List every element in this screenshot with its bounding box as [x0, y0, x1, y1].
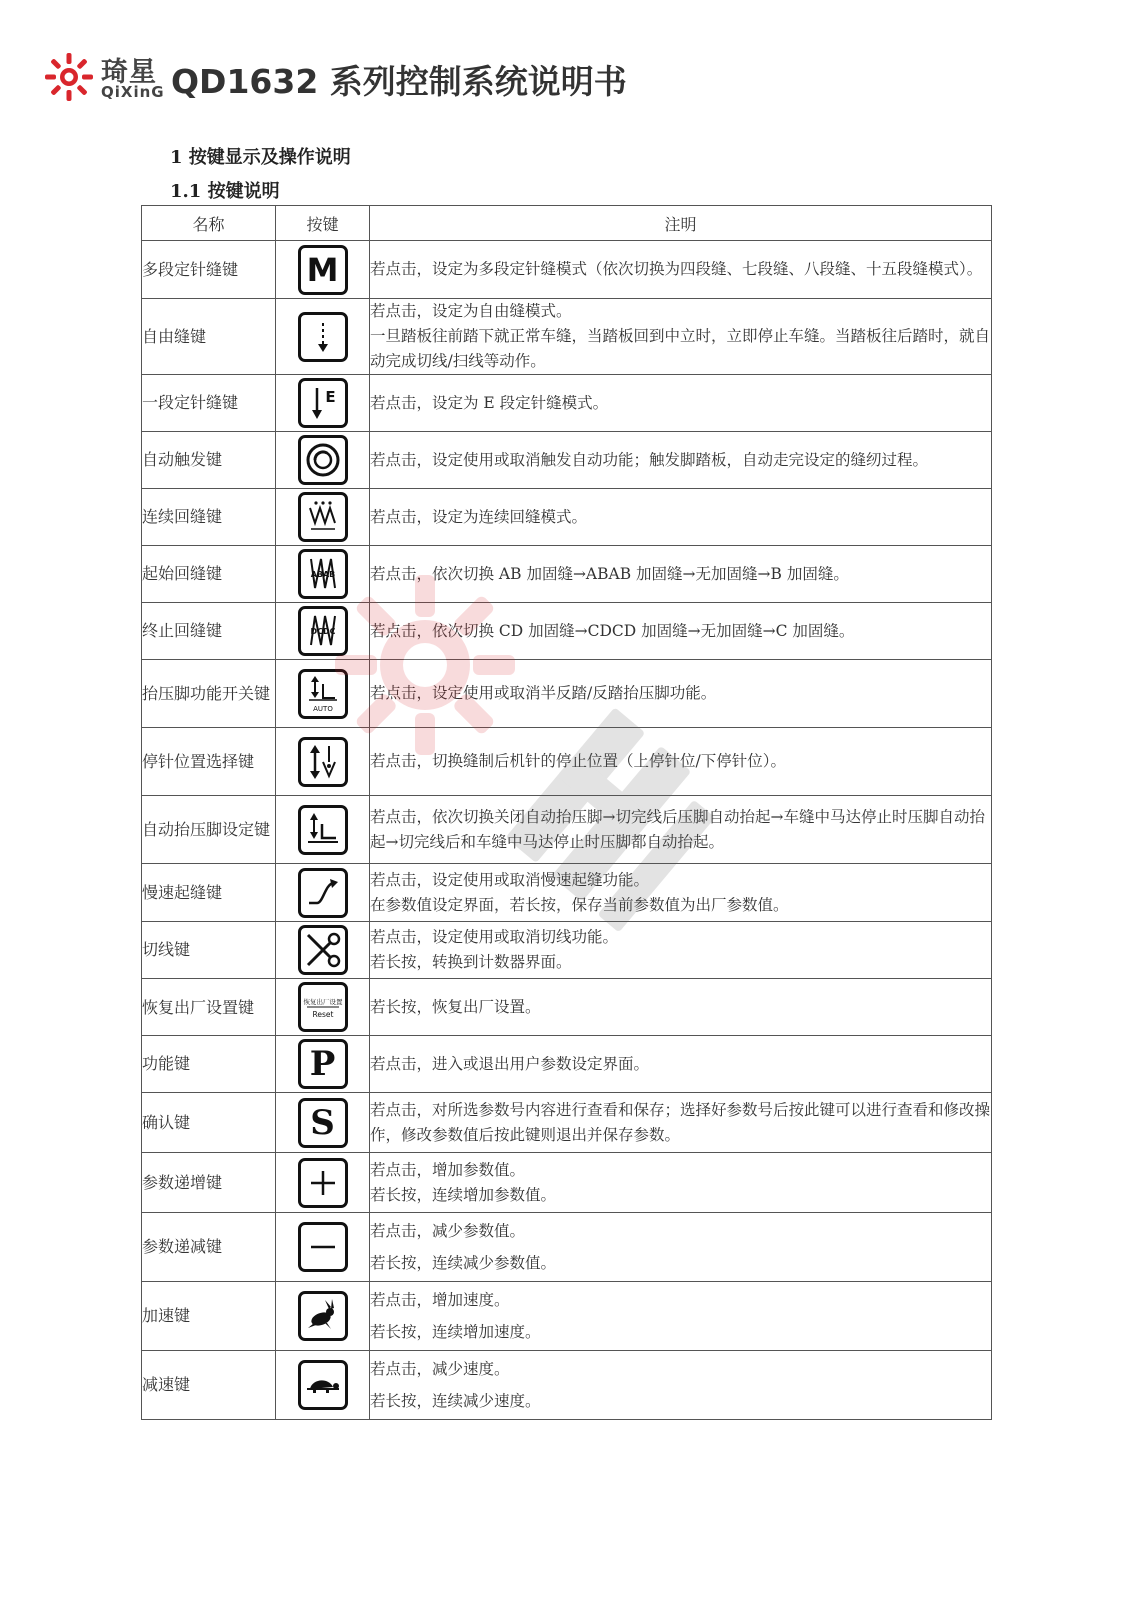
plus-icon [298, 1158, 348, 1208]
table-row [142, 922, 992, 979]
table-row [142, 299, 992, 375]
auto-presser-foot-icon [298, 805, 348, 855]
header-name: 名称 [142, 206, 276, 241]
table-row [142, 796, 992, 864]
key-description: 若点击，设定为 E 段定针缝模式。 [370, 375, 992, 432]
table-row [142, 1036, 992, 1093]
table-row [142, 546, 992, 603]
key-description-table [141, 205, 992, 1420]
minus-icon [298, 1222, 348, 1272]
key-description: 若点击，设定使用或取消触发自动功能；触发脚踏板，自动走完设定的缝纫过程。 [370, 432, 992, 489]
key-name: 连续回缝键 [142, 489, 276, 546]
key-name: 减速键 [142, 1351, 276, 1420]
section-heading-1: 1 按键显示及操作说明 [170, 147, 351, 168]
auto-trigger-circle-icon [298, 435, 348, 485]
confirm-s-icon: S [298, 1098, 348, 1148]
key-name: 终止回缝键 [142, 603, 276, 660]
key-description: 若点击，减少速度。 若长按，连续减少速度。 [370, 1351, 992, 1420]
key-description: 若点击，依次切换关闭自动抬压脚→切完线后压脚自动抬起→车缝中马达停止时压脚自动抬起→切完线后和车缝中马达停止时压脚都自动抬起。 [370, 796, 992, 864]
key-description: 若点击，设定为多段定针缝模式（依次切换为四段缝、七段缝、八段缝、十五段缝模式）。 [370, 241, 992, 299]
function-p-icon: P [298, 1039, 348, 1089]
key-name: 切线键 [142, 922, 276, 979]
key-name: 功能键 [142, 1036, 276, 1093]
section-heading-1-1: 1.1 按键说明 [170, 181, 280, 202]
key-description: 若点击，设定使用或取消慢速起缝功能。 在参数值设定界面，若长按，保存当前参数值为出厂参数值。 [370, 864, 992, 922]
table-row [142, 660, 992, 728]
svg-text:ABAB: ABAB [310, 570, 335, 579]
one-segment-e-icon: E [298, 378, 348, 428]
key-description: 若点击，减少参数值。 若长按，连续减少参数值。 [370, 1213, 992, 1282]
key-description: 若点击，进入或退出用户参数设定界面。 [370, 1036, 992, 1093]
table-row [142, 1282, 992, 1351]
key-name: 起始回缝键 [142, 546, 276, 603]
key-name: 恢复出厂设置键 [142, 979, 276, 1036]
table-row [142, 1153, 992, 1213]
table-header-row [142, 206, 992, 241]
table-row [142, 1213, 992, 1282]
brand-name-cn: 琦星 [101, 57, 157, 88]
table-row [142, 864, 992, 922]
factory-reset-icon [298, 982, 348, 1032]
table-row [142, 979, 992, 1036]
key-name: 自动抬压脚设定键 [142, 796, 276, 864]
end-backtack-cdcd-icon [298, 606, 348, 656]
header-note: 注明 [370, 206, 992, 241]
key-name: 自动触发键 [142, 432, 276, 489]
slow-start-curve-icon [298, 868, 348, 918]
brand-name-en: QiXinG [101, 83, 165, 101]
turtle-icon [298, 1360, 348, 1410]
key-name: 自由缝键 [142, 299, 276, 375]
multi-segment-m-icon: M [298, 245, 348, 295]
key-description: 若点击，设定使用或取消半反踏/反踏抬压脚功能。 [370, 660, 992, 728]
key-description: 若点击，设定为连续回缝模式。 [370, 489, 992, 546]
table-row [142, 241, 992, 299]
key-name: 确认键 [142, 1093, 276, 1153]
svg-text:恢复出厂设置: 恢复出厂设置 [303, 998, 342, 1006]
key-description: 若点击，增加参数值。 若长按，连续增加参数值。 [370, 1153, 992, 1213]
key-description: 若点击，增加速度。 若长按，连续增加速度。 [370, 1282, 992, 1351]
start-backtack-abab-icon [298, 549, 348, 599]
table-row [142, 603, 992, 660]
key-description: 若长按，恢复出厂设置。 [370, 979, 992, 1036]
key-description: 若点击，依次切换 CD 加固缝→CDCD 加固缝→无加固缝→C 加固缝。 [370, 603, 992, 660]
key-name: 参数递减键 [142, 1213, 276, 1282]
table-row [142, 375, 992, 432]
svg-text:AUTO: AUTO [312, 704, 333, 713]
table-row [142, 728, 992, 796]
table-row [142, 1093, 992, 1153]
presser-foot-auto-icon [298, 669, 348, 719]
table-row [142, 1351, 992, 1420]
key-description: 若点击，设定为自由缝模式。 一旦踏板往前踏下就正常车缝，当踏板回到中立时，立即停止车缝。当踏板往后踏时，就自动完成切线/扫线等动作。 [370, 299, 992, 375]
key-name: 停针位置选择键 [142, 728, 276, 796]
svg-text:DCDC: DCDC [309, 627, 336, 636]
key-description: 若点击，对所选参数号内容进行查看和保存；选择好参数号后按此键可以进行查看和修改操作，修改参数值后按此键则退出并保存参数。 [370, 1093, 992, 1153]
table-row [142, 432, 992, 489]
key-name: 抬压脚功能开关键 [142, 660, 276, 728]
key-name: 参数递增键 [142, 1153, 276, 1213]
key-description: 若点击，依次切换 AB 加固缝→ABAB 加固缝→无加固缝→B 加固缝。 [370, 546, 992, 603]
key-description: 若点击，设定使用或取消切线功能。 若长按，转换到计数器界面。 [370, 922, 992, 979]
key-name: 一段定针缝键 [142, 375, 276, 432]
header-key: 按键 [276, 206, 370, 241]
qixing-logo-icon [44, 52, 94, 102]
scissors-icon [298, 925, 348, 975]
key-description: 若点击，切换缝制后机针的停止位置（上停针位/下停针位）。 [370, 728, 992, 796]
needle-stop-position-icon [298, 737, 348, 787]
free-sew-arrow-icon [298, 312, 348, 362]
document-title: QD1632 系列控制系统说明书 [171, 62, 627, 101]
table-row [142, 489, 992, 546]
rabbit-icon [298, 1291, 348, 1341]
key-name: 慢速起缝键 [142, 864, 276, 922]
key-name: 加速键 [142, 1282, 276, 1351]
continuous-backtack-icon [298, 492, 348, 542]
key-name: 多段定针缝键 [142, 241, 276, 299]
svg-text:Reset: Reset [312, 1010, 333, 1019]
